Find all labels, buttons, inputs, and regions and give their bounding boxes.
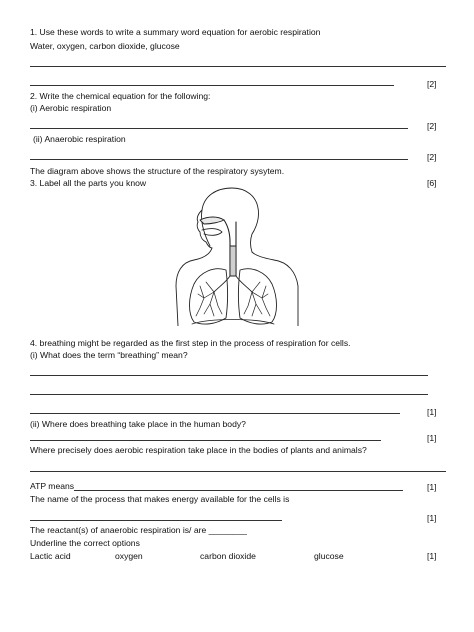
underline-instruction: Underline the correct options [30, 538, 140, 548]
q4-part-i-answer-line-1[interactable] [30, 375, 428, 376]
shoulders-torso [176, 248, 212, 326]
diaphragm [192, 320, 274, 325]
q3-marks: [6] [427, 178, 437, 188]
q1-question: 1. Use these words to write a summary word equation for aerobic respiration [30, 27, 321, 37]
right-lung [239, 269, 277, 324]
energy-process-answer-line[interactable] [30, 520, 282, 521]
respiratory-system-diagram [170, 186, 306, 326]
options-marks: [1] [427, 551, 437, 561]
bronchi [214, 276, 252, 292]
q2-part-ii-marks: [2] [427, 152, 437, 162]
q2-part-i-marks: [2] [427, 121, 437, 131]
q4-part-ii-label: (ii) Where does breathing take place in the human body? [30, 419, 246, 429]
diagram-caption: The diagram above shows the structure of the respiratory sysytem. [30, 166, 285, 176]
q1-marks: [2] [427, 79, 437, 89]
atp-label: ATP means [30, 481, 75, 491]
q4-part-i-answer-line-2[interactable] [30, 394, 428, 395]
atp-marks: [1] [427, 482, 437, 492]
q4-part-ii-answer-line[interactable] [30, 440, 381, 441]
energy-process-question: The name of the process that makes energy available for the cells is [30, 494, 290, 504]
q4-where-aerobic-answer-line[interactable] [30, 471, 446, 472]
anaerobic-reactants-question: The reactant(s) of anaerobic respiration is/ are ________ [30, 525, 247, 535]
energy-process-marks: [1] [427, 513, 437, 523]
option-lactic-acid[interactable]: Lactic acid [30, 551, 71, 561]
q4-question: 4. breathing might be regarded as the first step in the process of respiration for cells. [30, 338, 351, 348]
q2-part-ii-answer-line[interactable] [30, 159, 408, 160]
q1-answer-line-1[interactable] [30, 66, 446, 67]
q2-part-ii-label: (ii) Anaerobic respiration [33, 134, 126, 144]
q1-answer-line-2[interactable] [30, 85, 394, 86]
q4-part-i-answer-line-3[interactable] [30, 413, 400, 414]
left-lung [190, 269, 228, 324]
q2-question: 2. Write the chemical equation for the following: [30, 91, 211, 101]
option-carbon-dioxide[interactable]: carbon dioxide [200, 551, 256, 561]
trachea [224, 220, 230, 276]
mouth-cavity [202, 229, 222, 236]
q3-question: 3. Label all the parts you know [30, 178, 147, 188]
atp-answer-line[interactable] [74, 490, 403, 491]
q4-where-aerobic-question: Where precisely does aerobic respiration take place in the bodies of plants and animals? [30, 445, 367, 455]
q1-word-list: Water, oxygen, carbon dioxide, glucose [30, 41, 180, 51]
nasal-cavity [200, 217, 224, 224]
q2-part-i-answer-line[interactable] [30, 128, 408, 129]
q2-part-i-label: (i) Aerobic respiration [30, 103, 112, 113]
option-oxygen[interactable]: oxygen [115, 551, 143, 561]
option-glucose[interactable]: glucose [314, 551, 344, 561]
q4-part-i-marks: [1] [427, 407, 437, 417]
q4-part-ii-marks: [1] [427, 433, 437, 443]
q4-part-i-label: (i) What does the term “breathing” mean? [30, 350, 188, 360]
